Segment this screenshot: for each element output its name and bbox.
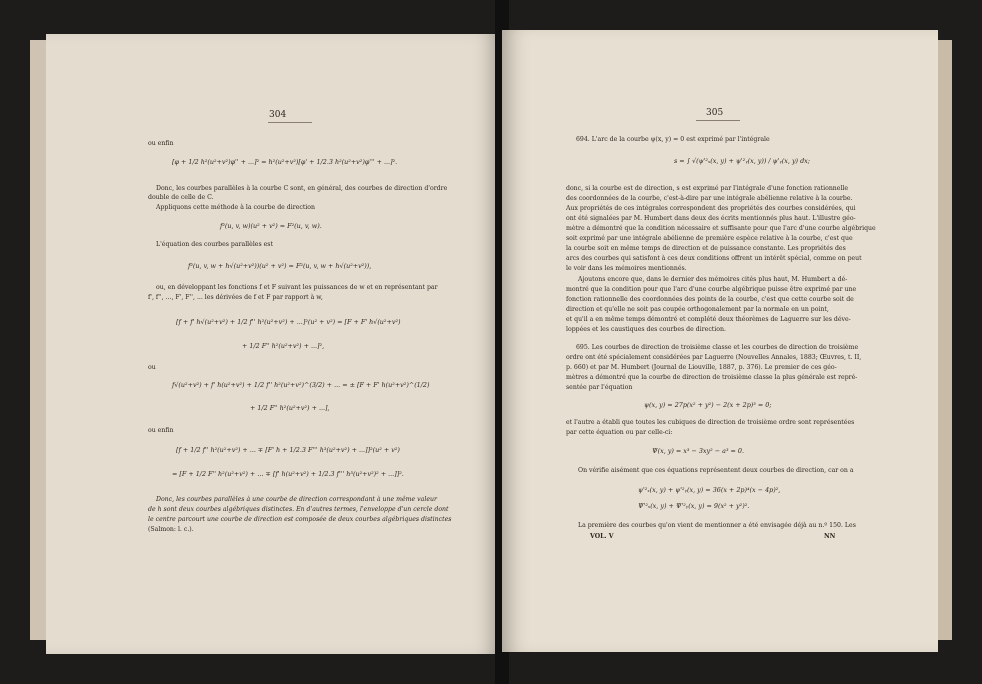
text-line: arcs des courbes qui satisfont à ces deux conditions offrent un intérêt spécial, comme on peut <box>566 255 862 262</box>
equation: s = ∫ √(ψ'²ₓ(x, y) + ψ'²ᵧ(x, y)) / ψ'ᵧ(x, y) dx; <box>674 157 810 165</box>
left-page <box>46 34 500 654</box>
text-line: soit exprimé par une intégrale abélienne de première espèce relative à la courbe, c'est que <box>566 235 853 242</box>
equation: + 1/2 F'' h²(u²+v²) + ...]², <box>242 342 325 350</box>
text-line: Donc, les courbes parallèles à une courbe de direction correspondant à une même valeur <box>156 496 437 503</box>
text-line: Appliquons cette méthode à la courbe de direction <box>156 204 315 211</box>
text-line: des coordonnées de la courbe, c'est-à-dire par une intégrale abélienne relative à la courbe. <box>566 195 853 202</box>
equation: + 1/2 F'' h²(u²+v²) + ...], <box>250 404 330 412</box>
equation: ψ(x, y) = 27p(x² + y²) − 2(x + 2p)³ = 0; <box>644 401 772 409</box>
equation: f²(u, v, w + h√(u²+v²))(u² + v²) = F²(u, v, w + h√(u²+v²)), <box>188 262 372 270</box>
equation: = [F + 1/2 F'' h²(u²+v²) + ... ∓ [f' h(u²+v²) + 1/2.3 f''' h³(u²+v²)² + ...]]². <box>172 470 404 478</box>
text-line: ou enfin <box>148 140 174 147</box>
text-line: Ajoutons encore que, dans le dernier des mémoires cités plus haut, M. Humbert a dé- <box>578 276 848 283</box>
text-line: fonction rationnelle des coordonnées des points de la courbe, c'est que cette courbe soit de <box>566 296 854 303</box>
equation: f√(u²+v²) + f' h(u²+v²) + 1/2 f'' h²(u²+v²)^(3/2) + ... = ± [F + F' h(u²+v²)^(1/2) <box>172 381 430 389</box>
text-line: mètre a démontré que la condition nécessaire et suffisante pour que l'arc d'une courbe algébrique <box>566 225 876 232</box>
header-rule <box>696 120 740 121</box>
text-line: de h sont deux courbes algébriques distinctes. En d'autres termes, l'enveloppe d'un cercle dont <box>148 506 449 513</box>
page-number-right: 305 <box>706 108 724 118</box>
text-line: le centre parcourt une courbe de direction est composée de deux courbes algébriques distinctes <box>148 516 452 523</box>
text-line: Aux propriétés de ces intégrales correspondent des propriétés des courbes considérées, qui <box>566 205 856 212</box>
text-line: montré que la condition pour que l'arc d'une courbe algébrique puisse être exprimé par une <box>566 286 857 293</box>
text-line: par cette équation ou par celle-ci: <box>566 429 673 436</box>
text-line: (Salmon: l. c.). <box>148 526 194 533</box>
text-line: ou, en développant les fonctions f et F suivant les puissances de w et en représentant par <box>156 284 438 291</box>
footer-signature: NN <box>824 533 836 540</box>
text-line: 694. L'arc de la courbe ψ(x, y) = 0 est exprimé par l'intégrale <box>576 136 770 143</box>
text-line: ordre ont été spécialement considérées par Laguerre (Nouvelles Annales, 1883; Œuvres, t. II, <box>566 354 862 361</box>
right-page <box>502 30 938 652</box>
text-line: la courbe soit en même temps de direction et de puissance constante. Les propriétés des <box>566 245 846 252</box>
equation: f²(u, v, w)(u² + v²) = F²(u, v, w). <box>220 222 322 230</box>
header-rule <box>268 122 312 123</box>
equation: Ψ(x, y) = x³ − 3xy² − a³ = 0. <box>652 447 745 455</box>
text-line: ou <box>148 364 156 371</box>
text-line: sentée par l'équation <box>566 384 633 391</box>
equation: [f + f' h√(u²+v²) + 1/2 f'' h²(u²+v²) + ...]²(u² + v²) = [F + F' h√(u²+v²) <box>176 318 401 326</box>
equation: ψ'²ₓ(x, y) + ψ'²ᵧ(x, y) = 36(x + 2p)⁴(x − 4p)², <box>638 486 781 494</box>
text-line: p. 660) et par M. Humbert (Journal de Liouville, 1887, p. 376). Le premier de ces géo- <box>566 364 837 371</box>
text-line: double de celle de C. <box>148 194 214 201</box>
footer-volume: VOL. V <box>590 533 614 540</box>
text-line: donc, si la courbe est de direction, s est exprimé par l'intégrale d'une fonction rationnelle <box>566 185 849 192</box>
text-line: mètres a démontré que la courbe de direction de troisième classe la plus générale est repré- <box>566 374 858 381</box>
equation: [f + 1/2 f'' h²(u²+v²) + ... ∓ [F' h + 1/2.3 F''' h³(u²+v²) + ...]]²(u² + v²) <box>176 446 400 454</box>
text-line: loppées et les caustiques des courbes de direction. <box>566 326 726 333</box>
text-line: Donc, les courbes parallèles à la courbe C sont, en général, des courbes de direction d'ordre <box>156 185 448 192</box>
text-line: et l'autre a établi que toutes les cubiques de direction de troisième ordre sont représentées <box>566 419 855 426</box>
text-line: ont été signalées par M. Humbert dans deux des écrits mentionnés plus haut. L'illustre géo- <box>566 215 856 222</box>
equation: Ψ'²ₓ(x, y) + Ψ'²ᵧ(x, y) = 9(x² + y²)². <box>638 502 750 510</box>
equation: [φ + 1/2 h²(u²+v²)φ'' + ...]² = h²(u²+v²)[φ' + 1/2.3 h²(u²+v²)φ''' + ...]². <box>172 158 398 166</box>
page-number-left: 304 <box>269 110 287 120</box>
text-line: ou enfin <box>148 427 174 434</box>
text-line: le voir dans les mémoires mentionnés. <box>566 265 687 272</box>
text-line: On vérifie aisément que ces équations représentent deux courbes de direction, car on a <box>578 467 854 474</box>
text-line: L'équation des courbes parallèles est <box>156 241 273 248</box>
text-line: f', f'', ..., F', F'', ... les dérivées de f et F par rapport à w, <box>148 294 323 301</box>
text-line: 695. Les courbes de direction de troisième classe et les courbes de direction de troisième <box>576 344 859 351</box>
text-line: direction et qu'elle ne soit pas coupée orthogonalement par la normale en un point, <box>566 306 829 313</box>
text-line: La première des courbes qu'on vient de mentionner a été envisagée déjà au n.º 150. Les <box>578 522 856 529</box>
text-line: et qu'il a en même temps démontré et complété deux théorèmes de Laguerre sur les déve- <box>566 316 851 323</box>
